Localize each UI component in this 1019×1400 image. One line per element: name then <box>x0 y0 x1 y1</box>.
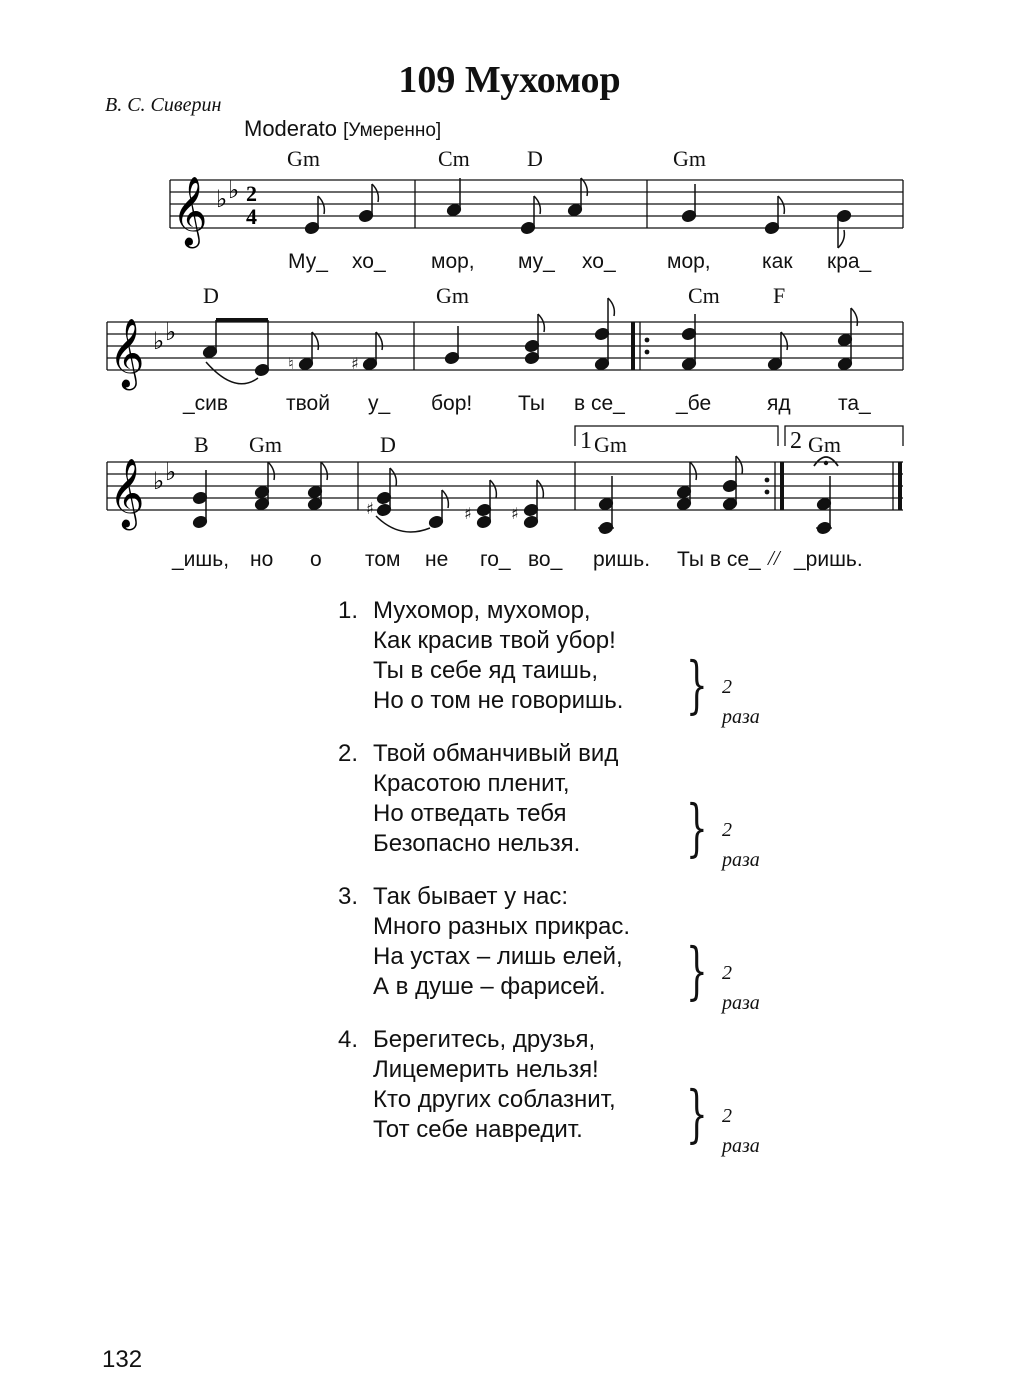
svg-text:♯: ♯ <box>511 504 519 523</box>
svg-text:♮: ♮ <box>288 354 294 373</box>
verse-line: Лицемерить нельзя! <box>373 1056 599 1083</box>
chord-symbol: D <box>203 283 219 308</box>
chord-symbol: Gm <box>673 146 706 171</box>
lyric-syllable: хо_ <box>582 250 616 273</box>
verse-number: 2. <box>338 740 359 767</box>
flat-sign-icon: ♭ <box>216 185 228 213</box>
chord-symbol: B <box>194 432 209 457</box>
verse-number: 1. <box>338 597 359 624</box>
verse-line: Красотою пленит, <box>373 770 570 797</box>
verse-number: 4. <box>338 1026 359 1053</box>
verse-number: 3. <box>338 883 359 910</box>
lyric-syllable: мор, <box>667 250 711 273</box>
lyric-syllable: ришь. <box>593 548 651 571</box>
repeat-note: 2 раза <box>722 962 760 1014</box>
lyric-syllable: Му_ <box>288 250 328 273</box>
lyric-syllable: _бе <box>676 392 712 415</box>
treble-clef-icon: 𝄞 <box>109 458 145 528</box>
svg-text:♯: ♯ <box>464 504 472 523</box>
lyric-syllable: твой <box>286 392 330 415</box>
song-title: 109 Мухомор <box>398 59 621 101</box>
lyric-separator: // <box>768 546 780 570</box>
flat-sign-icon: ♭ <box>153 327 165 355</box>
repeat-brace-icon: } <box>686 1077 708 1150</box>
lyric-syllable: яд <box>767 392 791 415</box>
repeat-note: 2 раза <box>722 1105 760 1157</box>
verse-line: А в душе – фарисей. <box>373 973 606 1000</box>
chord-symbol: Gm <box>436 283 469 308</box>
verse-line: Как красив твой убор! <box>373 627 616 654</box>
chord-symbol: D <box>380 432 396 457</box>
volta-number: 1 <box>580 428 592 454</box>
treble-clef-icon: 𝄞 <box>172 176 208 246</box>
verse-line: Но отведать тебя <box>373 800 567 827</box>
chord-symbol: Gm <box>249 432 282 457</box>
verse-line: Безопасно нельзя. <box>373 830 581 857</box>
lyric-syllable: му_ <box>518 250 555 273</box>
lyric-syllable: Ты <box>518 392 545 415</box>
time-signature: 4 <box>246 204 257 229</box>
lyric-syllable: во_ <box>528 548 563 571</box>
lyric-syllable: том <box>365 548 401 571</box>
verse-line: Кто других соблазнит, <box>373 1086 616 1113</box>
verse-line: Ты в себе яд таишь, <box>373 657 599 684</box>
svg-text:♯: ♯ <box>351 354 359 373</box>
music-staff-3 <box>0 0 1019 560</box>
chord-symbol: D <box>527 146 543 171</box>
lyric-syllable: _ишь, <box>172 548 230 571</box>
verse-line: На устах – лишь елей, <box>373 943 623 970</box>
composer-name: В. С. Сиверин <box>105 94 222 116</box>
chord-symbol: F <box>773 283 786 308</box>
repeat-brace-icon: } <box>686 648 708 721</box>
lyric-syllable: та_ <box>838 392 871 415</box>
treble-clef-icon: 𝄞 <box>109 318 145 388</box>
lyric-syllable: о <box>310 548 322 571</box>
time-signature: 2 <box>246 181 257 206</box>
verse-line: Мухомор, мухомор, <box>373 597 591 624</box>
lyric-syllable: кра_ <box>827 250 872 273</box>
lyric-syllable: как <box>762 250 793 273</box>
lyric-syllable: хо_ <box>352 250 386 273</box>
lyric-syllable: го_ <box>480 548 511 571</box>
lyric-syllable: Ты в се_ <box>677 548 761 571</box>
tempo-label: Moderato <box>244 116 337 141</box>
repeat-note: 2 раза <box>722 676 760 728</box>
lyric-syllable: мор, <box>431 250 475 273</box>
lyric-syllable: не <box>425 548 449 571</box>
verse-line: Много разных прикрас. <box>373 913 631 940</box>
verse-line: Берегитесь, друзья, <box>373 1026 596 1053</box>
lyric-syllable: в се_ <box>574 392 625 415</box>
chord-symbol: Gm <box>287 146 320 171</box>
flat-sign-icon: ♭ <box>165 318 177 346</box>
chord-symbol: Cm <box>688 283 720 308</box>
verse-line: Твой обманчивый вид <box>373 740 619 767</box>
verse-line: Так бывает у нас: <box>373 883 569 910</box>
lyric-syllable: _ришь. <box>794 548 863 571</box>
lyric-syllable: _сив <box>183 392 229 415</box>
page-number: 132 <box>102 1346 143 1373</box>
volta-number: 2 <box>790 428 802 454</box>
chord-symbol: Cm <box>438 146 470 171</box>
lyric-syllable: бор! <box>431 392 473 415</box>
flat-sign-icon: ♭ <box>165 458 177 486</box>
repeat-brace-icon: } <box>686 791 708 864</box>
chord-symbol: Gm <box>594 432 627 457</box>
svg-text:♯: ♯ <box>366 499 374 518</box>
tempo-translation: [Умеренно] <box>343 120 442 141</box>
flat-sign-icon: ♭ <box>153 467 165 495</box>
verse-line: Но о том не говоришь. <box>373 687 624 714</box>
lyric-syllable: но <box>250 548 274 571</box>
repeat-note: 2 раза <box>722 819 760 871</box>
repeat-brace-icon: } <box>686 934 708 1007</box>
flat-sign-icon: ♭ <box>228 176 240 204</box>
chord-symbol: Gm <box>808 432 841 457</box>
verse-line: Тот себе навредит. <box>373 1116 583 1143</box>
lyric-syllable: у_ <box>368 392 391 415</box>
